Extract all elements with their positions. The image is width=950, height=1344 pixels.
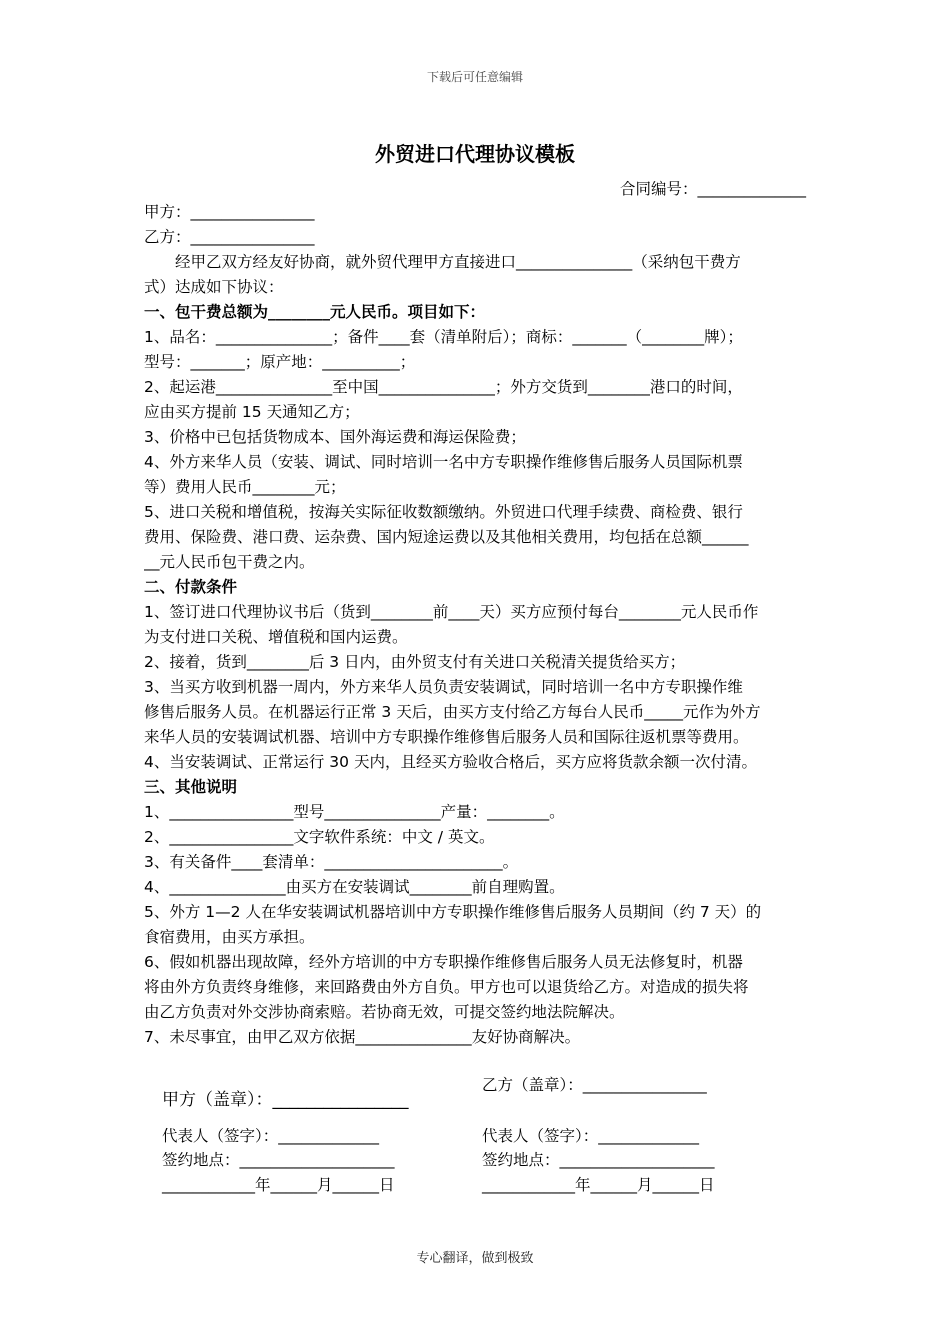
- section-heading: 一、包干费总额为________元人民币。项目如下：: [144, 303, 486, 321]
- clause-line: __元人民币包干费之内。: [144, 553, 315, 571]
- clause-line: 3、当买方收到机器一周内，外方来华人员负责安装调试，同时培训一名中方专职操作维: [144, 678, 743, 696]
- party-a-representative: 代表人（签字）：_____________: [162, 1127, 380, 1145]
- clause-line: 来华人员的安装调试机器、培训中方专职操作维修售后服务人员和国际往返机票等费用。: [144, 728, 749, 746]
- section-heading: 三、其他说明: [144, 778, 238, 796]
- clause-line: 4、_______________由买方在安装调试________前自理购置。: [144, 878, 565, 896]
- clause-line: 3、有关备件____套清单：_______________________。: [144, 853, 519, 871]
- clause-line: 应由买方提前 15 天通知乙方；: [144, 403, 360, 421]
- clause-line: 7、未尽事宜，由甲乙双方依据_______________友好协商解决。: [144, 1028, 581, 1046]
- clause-line: 型号：_______；原产地：__________；: [144, 353, 416, 371]
- clause-line: 等）费用人民币________元；: [144, 478, 346, 496]
- party-b-seal: 乙方（盖章）：________________: [482, 1076, 707, 1094]
- intro-line: 经甲乙双方经友好协商，就外贸代理甲方直接进口_______________（采纳包干费方: [144, 253, 741, 271]
- clause-line: 将由外方负责终身维修，来回路费由外方自负。甲方也可以退货给乙方。对造成的损失将: [144, 978, 749, 996]
- clause-line: 1、________________型号_______________产量：________。: [144, 803, 565, 821]
- party-a-seal: 甲方（盖章）：________________: [162, 1090, 409, 1110]
- page-footer: 专心翻译，做到极致: [416, 1251, 534, 1266]
- clause-line: 2、________________文字软件系统：中文 / 英文。: [144, 828, 495, 846]
- clause-line: 4、当安装调试、正常运行 30 天内，且经买方验收合格后，买方应将货款余额一次付清。: [144, 753, 757, 771]
- party-b-representative: 代表人（签字）：_____________: [482, 1127, 700, 1145]
- clause-line: 食宿费用，由买方承担。: [144, 928, 315, 946]
- clause-line: 2、起运港_______________至中国_______________；外方交货到________港口的时间，: [144, 378, 743, 396]
- party-b-line: 乙方：________________: [144, 228, 315, 246]
- contract-number: 合同编号：______________: [619, 180, 806, 198]
- clause-line: 由乙方负责对外交涉协商索赔。若协商无效，可提交签约地法院解决。: [144, 1003, 625, 1021]
- clause-line: 3、价格中已包括货物成本、国外海运费和海运保险费；: [144, 428, 526, 446]
- clause-line: 2、接着，货到________后 3 日内，由外贸支付有关进口关税清关提货给买方；: [144, 653, 686, 671]
- page-header: 下载后可任意编辑: [426, 70, 523, 84]
- party-b-date: ____________年______月______日: [482, 1176, 715, 1194]
- party-b-place: 签约地点：____________________: [482, 1151, 715, 1169]
- clause-line: 为支付进口关税、增值税和国内运费。: [144, 628, 408, 646]
- party-a-line: 甲方：________________: [144, 203, 315, 221]
- clause-line: 5、进口关税和增值税，按海关实际征收数额缴纳。外贸进口代理手续费、商检费、银行: [144, 503, 743, 521]
- section-heading: 二、付款条件: [144, 578, 238, 596]
- clause-line: 费用、保险费、港口费、运杂费、国内短途运费以及其他相关费用，均包括在总额______: [144, 528, 749, 546]
- clause-line: 修售后服务人员。在机器运行正常 3 天后，由买方支付给乙方每台人民币_____元作为外方: [144, 703, 761, 721]
- clause-line: 5、外方 1—2 人在华安装调试机器培训中方专职操作维修售后服务人员期间（约 7 天）的: [144, 903, 762, 921]
- clause-line: 1、品名：_______________；备件____套（清单附后）；商标：_______（________牌）；: [144, 328, 743, 346]
- party-a-date: ____________年______月______日: [162, 1176, 395, 1194]
- party-a-place: 签约地点：____________________: [162, 1151, 395, 1169]
- clause-line: 1、签订进口代理协议书后（货到________前____天）买方应预付每台________元人民币作: [144, 603, 759, 621]
- clause-line: 4、外方来华人员（安装、调试、同时培训一名中方专职操作维修售后服务人员国际机票: [144, 453, 743, 471]
- intro-line: 式）达成如下协议：: [144, 278, 284, 296]
- document-title: 外贸进口代理协议模板: [375, 142, 575, 166]
- clause-line: 6、假如机器出现故障，经外方培训的中方专职操作维修售后服务人员无法修复时，机器: [144, 953, 743, 971]
